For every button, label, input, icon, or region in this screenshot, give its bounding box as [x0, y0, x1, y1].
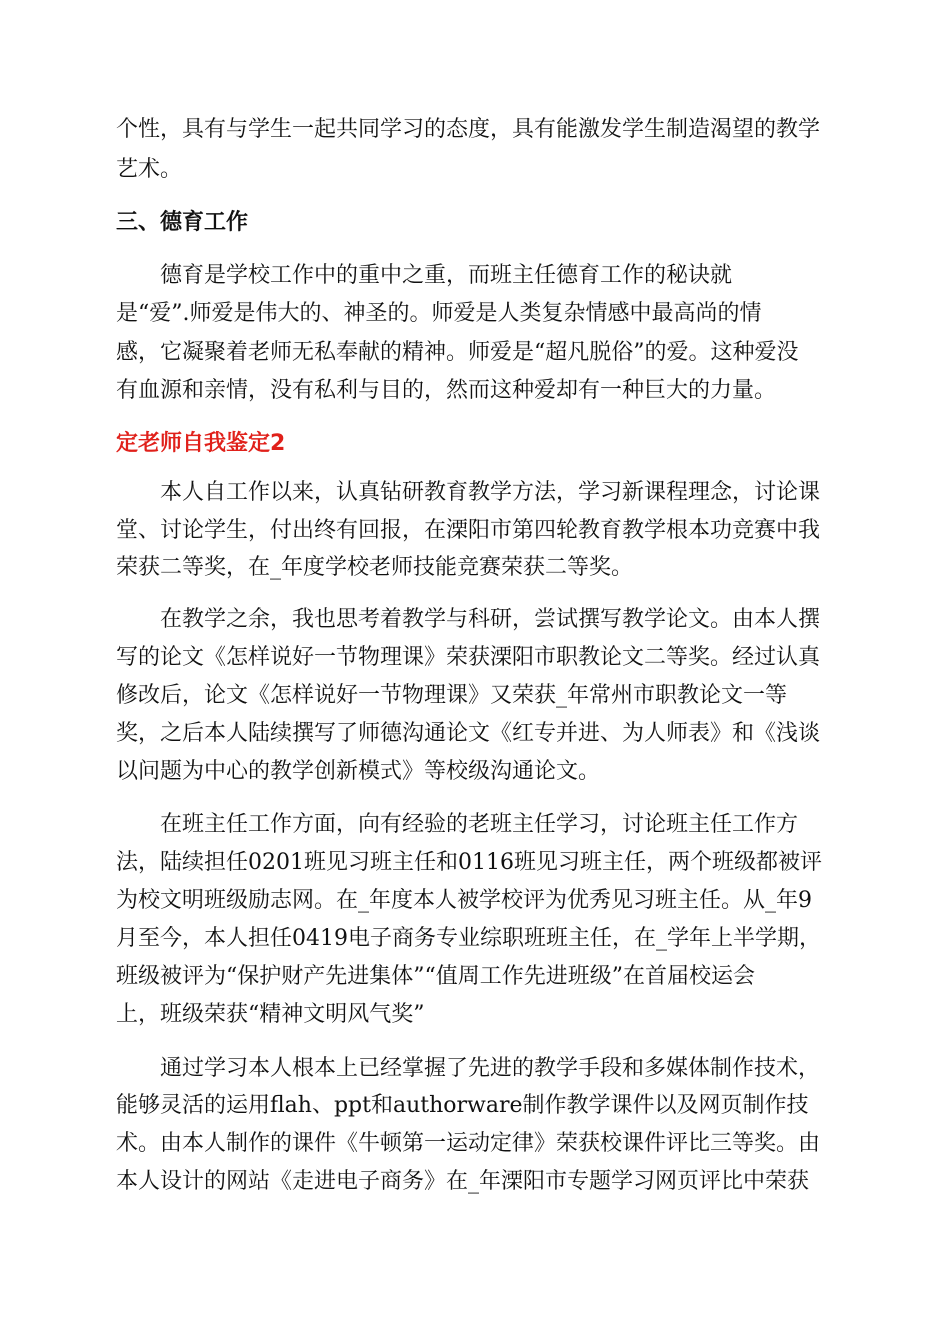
paragraph-1-line-1: 本人自工作以来，认真钻研教育教学方法，学习新课程理念，讨论课 — [160, 480, 821, 505]
section3-line-3: 感，它凝聚着老师无私奉献的精神。师爱是“超凡脱俗”的爱。这种爱没 — [116, 340, 799, 365]
paragraph-4-line-1: 通过学习本人根本上已经掌握了先进的教学手段和多媒体制作技术， — [160, 1056, 821, 1081]
paragraph-4-line-4: 本人设计的网站《走进电子商务》在_年溧阳市专题学习网页评比中荣获 — [116, 1169, 810, 1194]
section3-line-2: 是“爱”.师爱是伟大的、神圣的。师爱是人类复杂情感中最高尚的情 — [116, 301, 762, 326]
paragraph-2-line-1: 在教学之余，我也思考着教学与科研，尝试撰写教学论文。由本人撰 — [160, 607, 821, 632]
paragraph-3-line-2: 法，陆续担任0201班见习班主任和0116班见习班主任，两个班级都被评 — [116, 850, 822, 875]
paragraph-4-line-3: 术。由本人制作的课件《牛顿第一运动定律》荣获校课件评比三等奖。由 — [116, 1131, 821, 1156]
paragraph-2-line-4: 奖，之后本人陆续撰写了师德沟通论文《红专并进、为人师表》和《浅谈 — [116, 721, 821, 746]
section3-line-4: 有血源和亲情，没有私利与目的，然而这种爱却有一种巨大的力量。 — [116, 378, 777, 403]
paragraph-2-line-2: 写的论文《怎样说好一节物理课》荣获溧阳市职教论文二等奖。经过认真 — [116, 645, 821, 670]
section-heading-moral-education: 三、德育工作 — [116, 210, 249, 235]
paragraph-1-line-3: 荣获二等奖，在_年度学校老师技能竞赛荣获二等奖。 — [116, 555, 634, 580]
paragraph-2-line-3: 修改后，论文《怎样说好一节物理课》又荣获_年常州市职教论文一等 — [116, 683, 788, 708]
intro-line-1: 个性，具有与学生一起共同学习的态度，具有能激发学生制造渴望的教学 — [116, 117, 821, 142]
intro-line-2: 艺术。 — [116, 157, 183, 182]
paragraph-3-line-3: 为校文明班级励志网。在_年度本人被学校评为优秀见习班主任。从_年9 — [116, 888, 812, 913]
paragraph-3-line-1: 在班主任工作方面，向有经验的老班主任学习，讨论班主任工作方 — [160, 812, 799, 837]
paragraph-4-line-2: 能够灵活的运用flah、ppt和authorware制作教学课件以及网页制作技 — [116, 1093, 809, 1118]
section3-line-1: 德育是学校工作中的重中之重，而班主任德育工作的秘诀就 — [160, 263, 733, 288]
paragraph-3-line-5: 班级被评为“保护财产先进集体”“值周工作先进班级”在首届校运会 — [116, 964, 755, 989]
article-title: 定老师自我鉴定2 — [116, 431, 286, 456]
paragraph-1-line-2: 堂、讨论学生，付出终有回报，在溧阳市第四轮教育教学根本功竞赛中我 — [116, 518, 821, 543]
paragraph-2-line-5: 以问题为中心的教学创新模式》等校级沟通论文。 — [116, 759, 601, 784]
paragraph-3-line-4: 月至今，本人担任0419电子商务专业综职班班主任，在_学年上半学期， — [116, 926, 821, 951]
paragraph-3-line-6: 上，班级荣获“精神文明风气奖” — [116, 1002, 425, 1027]
